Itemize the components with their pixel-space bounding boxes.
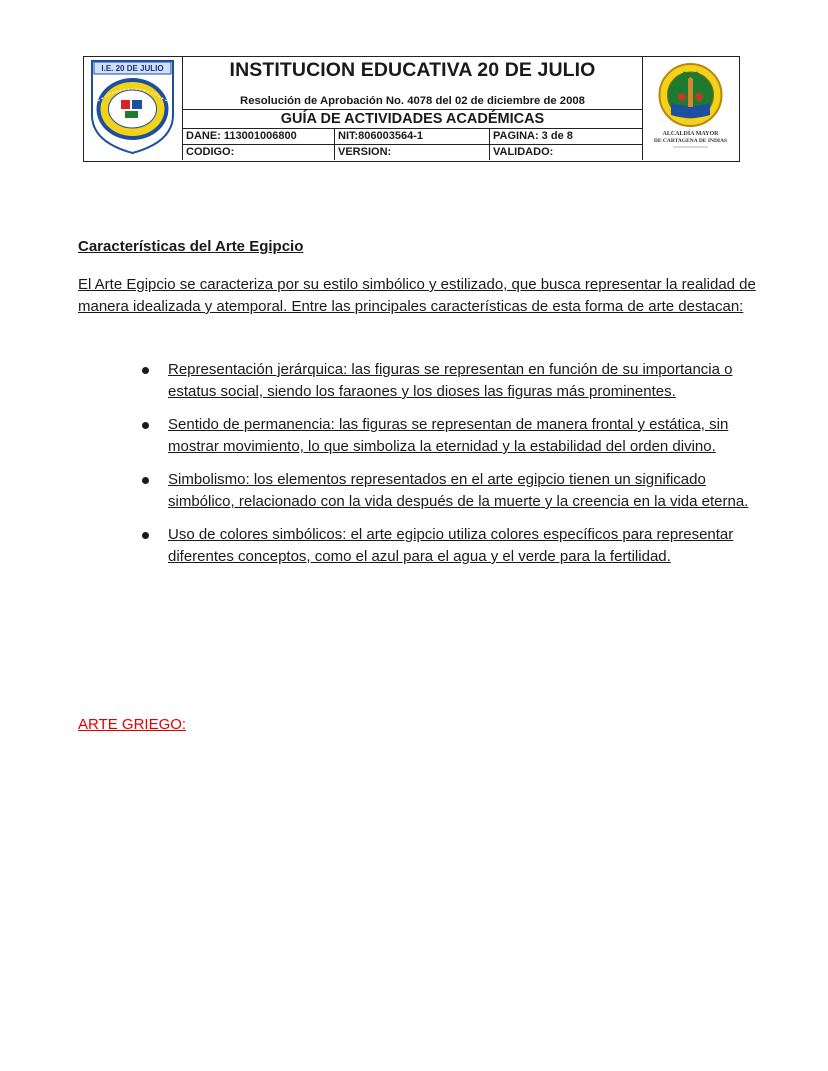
- cartagena-seal-icon: [643, 57, 738, 158]
- list-item-text: Simbolismo: los elementos representados en el arte egipcio tienen un significado simbólico, relacionado con la vida después de la muerte y la creencia en la vida eterna.: [168, 471, 749, 510]
- dane-cell: DANE: 113001006800: [186, 130, 297, 142]
- list-item: [140, 414, 758, 458]
- codigo-cell: CODIGO:: [186, 146, 235, 158]
- header-center: [183, 57, 642, 160]
- intro-paragraph: El Arte Egipcio se caracteriza por su estilo simbólico y estilizado, que busca representar la realidad de manera idealizada y atemporal. Entre las principales características de esta forma de arte destacan:: [78, 276, 756, 315]
- list-item: [140, 469, 758, 513]
- alcaldia-logo: [642, 57, 739, 160]
- info-row-2: [183, 144, 642, 160]
- bullet-icon: [142, 532, 149, 539]
- school-logo: [84, 57, 183, 160]
- list-item: [140, 524, 758, 568]
- school-shield-icon: [84, 57, 181, 158]
- info-row-1: [183, 128, 642, 144]
- bullet-icon: [142, 422, 149, 429]
- bullet-icon: [142, 367, 149, 374]
- validado-cell: VALIDADO:: [489, 145, 642, 160]
- institution-title: INSTITUCION EDUCATIVA 20 DE JULIO: [229, 59, 596, 81]
- pagina-cell: PAGINA: 3 de 8: [489, 129, 642, 144]
- section-heading: Características del Arte Egipcio: [78, 238, 304, 255]
- list-item-text: Representación jerárquica: las figuras se representan en función de su importancia o estatus social, siendo los faraones y los dioses las figuras más prominentes.: [168, 361, 733, 400]
- list-item-text: Uso de colores simbólicos: el arte egipcio utiliza colores específicos para representar diferentes conceptos, como el azul para el agua y el verde para la fertilidad.: [168, 526, 734, 565]
- characteristics-list: [140, 359, 758, 579]
- svg-text:I.E. 20 DE JULIO: I.E. 20 DE JULIO: [101, 64, 164, 73]
- arte-griego-heading: ARTE GRIEGO:: [78, 716, 187, 733]
- svg-text:DE CARTAGENA DE INDIAS: DE CARTAGENA DE INDIAS: [653, 138, 728, 144]
- guide-title: GUÍA DE ACTIVIDADES ACADÉMICAS: [183, 109, 642, 128]
- nit-cell: NIT:806003564-1: [334, 129, 489, 144]
- version-cell: VERSION:: [334, 145, 489, 160]
- list-item-text: Sentido de permanencia: las figuras se representan de manera frontal y estática, sin mostrar movimiento, lo que simboliza la eternidad y la estabilidad del orden divino.: [168, 416, 729, 455]
- svg-text:ALCALDÍA MAYOR: ALCALDÍA MAYOR: [662, 131, 719, 137]
- list-item: [140, 359, 758, 403]
- bullet-icon: [142, 477, 149, 484]
- resolution-text: Resolución de Aprobación No. 4078 del 02 de diciembre de 2008: [240, 95, 585, 107]
- document-header: [83, 56, 740, 162]
